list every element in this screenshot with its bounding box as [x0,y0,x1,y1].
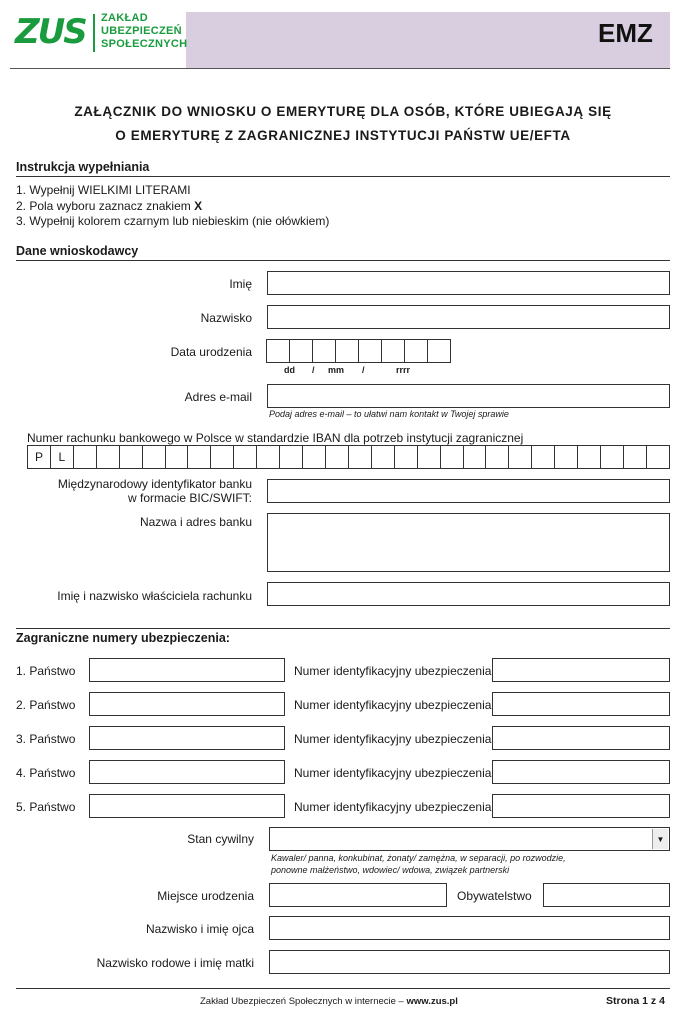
country-label: 4. Państwo [16,766,76,780]
date-hint-mm: mm [328,365,345,375]
instruction-2-mark: X [194,199,203,213]
title-line-1: ZAŁĄCZNIK DO WNIOSKU O EMERYTURĘ DLA OSÓB, KTÓRE UBIEGAJĄ SIĘ [74,104,612,119]
citizenship-field[interactable] [543,883,670,907]
zus-logo: ZUS [15,12,86,52]
iban-cell[interactable] [211,446,234,468]
birthplace-label: Miejsce urodzenia [157,889,254,903]
father-label: Nazwisko i imię ojca [145,922,254,936]
iban-cell[interactable]: P [28,446,51,468]
logo-divider [93,14,95,52]
iban-cell[interactable] [349,446,372,468]
date-cell[interactable] [313,340,336,362]
title-line-2: O EMERYTURĘ Z ZAGRANICZNEJ INSTYTUCJI PAŃSTW UE/EFTA [115,128,571,143]
insurance-id-label: Numer identyfikacyjny ubezpieczenia [294,766,492,780]
logo-text [101,12,187,51]
birth-date-field[interactable] [266,339,451,363]
country-field[interactable] [89,760,285,784]
insurance-id-field[interactable] [492,760,670,784]
iban-cell[interactable] [624,446,647,468]
bank-field[interactable] [267,513,670,572]
instruction-2 [16,199,202,213]
iban-cell[interactable] [486,446,509,468]
logo-line-3: SPOŁECZNYCH [101,38,188,50]
insurance-id-label: Numer identyfikacyjny ubezpieczenia [294,698,492,712]
country-label: 3. Państwo [16,732,76,746]
iban-label: Numer rachunku bankowego w Polsce w standardzie IBAN dla potrzeb instytucji zagranicznej [27,431,524,445]
date-cell[interactable] [382,340,405,362]
date-cell[interactable] [267,340,290,362]
iban-cell[interactable] [372,446,395,468]
iban-cell[interactable] [280,446,303,468]
iban-cell[interactable] [441,446,464,468]
footer-link[interactable]: www.zus.pl [406,996,458,1007]
date-cell[interactable] [336,340,359,362]
iban-cell[interactable] [578,446,601,468]
bic-label-line-1: Międzynarodowy identyfikator banku [57,477,252,491]
date-hint-dd: dd [284,365,295,375]
last-name-label: Nazwisko [200,311,252,325]
insurance-id-field[interactable] [492,794,670,818]
form-title [16,100,670,148]
civil-status-hint [271,852,566,876]
iban-field[interactable] [27,445,670,469]
header-rule [10,68,670,69]
citizenship-label: Obywatelstwo [457,889,532,903]
date-cell[interactable] [359,340,382,362]
email-hint: Podaj adres e-mail – to ułatwi nam kontakt w Twojej sprawie [269,409,509,419]
footer-rule [16,988,670,989]
email-label: Adres e-mail [184,390,252,404]
civil-status-hint-1: Kawaler/ panna, konkubinat, żonaty/ zamężna, w separacji, po rozwodzie, [271,853,566,863]
foreign-heading: Zagraniczne numery ubezpieczenia: [16,631,230,645]
insurance-id-field[interactable] [492,692,670,716]
iban-cell[interactable] [555,446,578,468]
instruction-1: 1. Wypełnij WIELKIMI LITERAMI [16,183,191,197]
instructions-rule [16,176,670,177]
bic-label [58,477,252,505]
date-cell[interactable] [290,340,313,362]
date-hint-sep1: / [312,365,315,375]
country-field[interactable] [89,658,285,682]
last-name-field[interactable] [267,305,670,329]
insurance-id-label: Numer identyfikacyjny ubezpieczenia [294,664,492,678]
birthplace-field[interactable] [269,883,447,907]
iban-cell[interactable] [326,446,349,468]
iban-cell[interactable] [509,446,532,468]
iban-cell[interactable] [120,446,143,468]
date-hint-yyyy: rrrr [396,365,411,375]
country-label: 2. Państwo [16,698,76,712]
applicant-heading: Dane wnioskodawcy [16,244,139,258]
iban-cell[interactable] [395,446,418,468]
page-number: Strona 1 z 4 [606,995,665,1007]
instructions-heading: Instrukcja wypełniania [16,160,150,174]
owner-label: Imię i nazwisko właściciela rachunku [57,589,252,603]
footer-text [200,996,458,1007]
bic-label-line-2: w formacie BIC/SWIFT: [127,491,252,505]
insurance-id-label: Numer identyfikacyjny ubezpieczenia [294,800,492,814]
iban-cell[interactable] [464,446,487,468]
foreign-rule [16,628,670,629]
instruction-2-text: 2. Pola wyboru zaznacz znakiem [16,199,195,213]
insurance-id-label: Numer identyfikacyjny ubezpieczenia [294,732,492,746]
date-cell[interactable] [428,340,451,362]
logo-line-2: UBEZPIECZEŃ [101,25,182,37]
birth-date-label: Data urodzenia [170,345,252,359]
father-field[interactable] [269,916,670,940]
iban-cell[interactable] [532,446,555,468]
insurance-id-field[interactable] [492,658,670,682]
logo-line-1: ZAKŁAD [101,12,149,24]
iban-cell[interactable]: L [51,446,74,468]
iban-cell[interactable] [143,446,166,468]
country-field[interactable] [89,726,285,750]
applicant-rule [16,260,670,261]
civil-status-select[interactable] [269,827,670,851]
owner-field[interactable] [267,582,670,606]
country-field[interactable] [89,692,285,716]
iban-cell[interactable] [74,446,97,468]
mother-field[interactable] [269,950,670,974]
civil-status-hint-2: ponowne małżeństwo, wdowiec/ wdowa, związek partnerski [271,865,510,875]
email-field[interactable] [267,384,670,408]
civil-status-label: Stan cywilny [187,832,254,846]
iban-cell[interactable] [647,446,670,468]
instruction-3: 3. Wypełnij kolorem czarnym lub niebieskim (nie ołówkiem) [16,214,330,228]
country-label: 5. Państwo [16,800,76,814]
first-name-field[interactable] [267,271,670,295]
mother-label: Nazwisko rodowe i imię matki [96,956,254,970]
iban-cell[interactable] [188,446,211,468]
iban-cell[interactable] [234,446,257,468]
chevron-down-icon[interactable]: ▼ [652,829,668,849]
iban-cell[interactable] [97,446,120,468]
iban-cell[interactable] [418,446,441,468]
footer-label: Zakład Ubezpieczeń Społecznych w internecie – [200,996,407,1007]
iban-cell[interactable] [601,446,624,468]
bic-field[interactable] [267,479,670,503]
iban-cell[interactable] [303,446,326,468]
insurance-id-field[interactable] [492,726,670,750]
bank-label: Nazwa i adres banku [139,515,252,529]
iban-cell[interactable] [257,446,280,468]
date-hint-sep2: / [362,365,365,375]
country-field[interactable] [89,794,285,818]
first-name-label: Imię [229,277,252,291]
form-code: EMZ [598,18,653,48]
country-label: 1. Państwo [16,664,76,678]
iban-cell[interactable] [166,446,189,468]
date-cell[interactable] [405,340,428,362]
